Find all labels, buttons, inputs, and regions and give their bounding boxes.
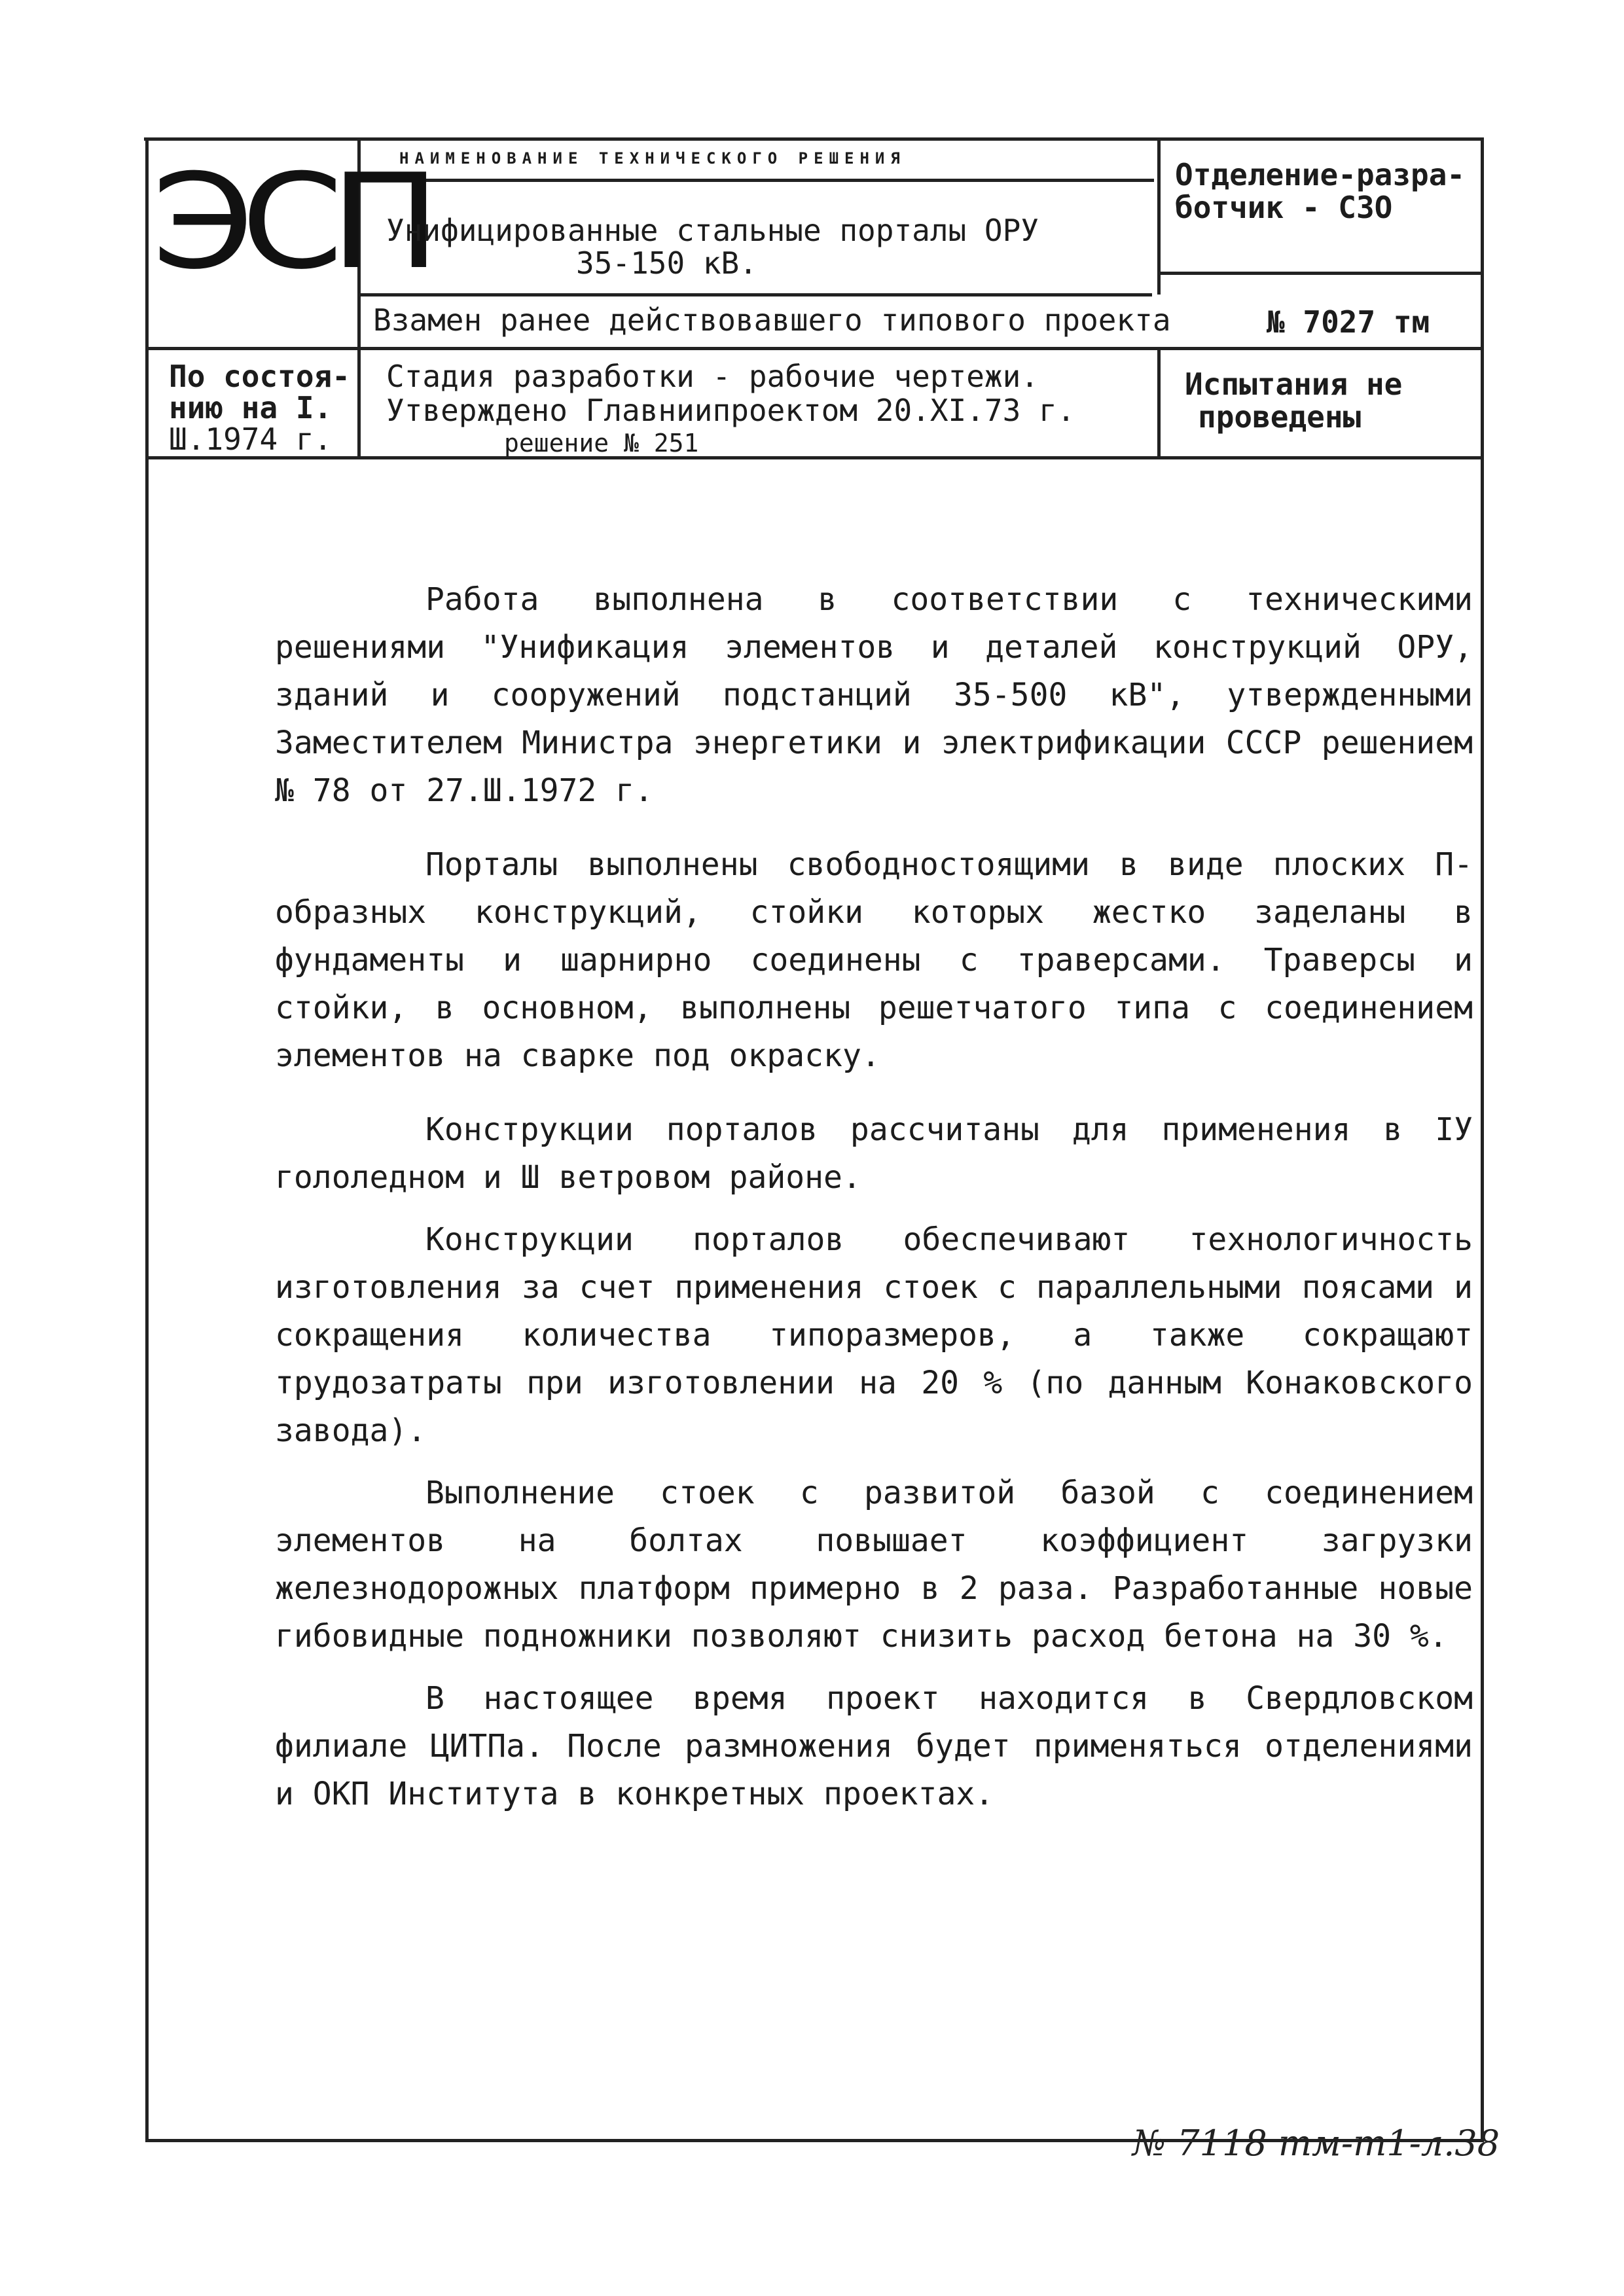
tests-left-rule <box>1157 347 1161 458</box>
replaces-bottom-rule <box>147 347 1483 350</box>
developer-line-2: ботчик - СЗО <box>1175 190 1393 225</box>
project-number: № 7027 тм <box>1267 304 1430 340</box>
organization-logo: ЭСП <box>152 146 427 298</box>
frame-left-rule <box>145 137 149 2140</box>
status-line-2: нию на I. <box>169 390 333 425</box>
title-line-1: Унифицированные стальные порталы ОРУ <box>386 213 1039 248</box>
paragraph-4: Конструкции порталов обеспечивают технологичность изготовления за счет применения стоек с параллельными поясами и сокращения количества типоразмеров, а также сокращают трудозатраты при изготовлении на 20 % (по данным Конаковского завода). <box>275 1221 1473 1449</box>
title-right-rule <box>1157 137 1161 295</box>
name-caption: НАИМЕНОВАНИЕ ТЕХНИЧЕСКОГО РЕШЕНИЯ <box>399 149 906 168</box>
developer-bottom-rule <box>1159 272 1483 275</box>
body-text <box>275 576 1473 1844</box>
paragraph-2: Порталы выполнены свободностоящими в виде плоских П-образных конструкций, стойки которых жестко заделаны в фундаменты и шарнирно соединены с траверсами. Траверсы и стойки, в основном, выполнены решетчатого типа с соединением элементов на сварке под окраску. <box>275 846 1473 1074</box>
title-bottom-rule <box>359 293 1152 296</box>
header-top-rule <box>144 137 1483 141</box>
status-line-1: По состоя- <box>169 359 350 394</box>
paragraph-5: Выполнение стоек с развитой базой с соединением элементов на болтах повышает коэффициент загрузки железнодорожных платформ примерно в 2 раза. Разработанные новые гибовидные подножники позволяют снизить расход бетона на 30 %. <box>275 1475 1473 1655</box>
paragraph-3: Конструкции порталов рассчитаны для применения в IУ гололедном и Ш ветровом районе. <box>275 1111 1473 1196</box>
stage-line-2: Утверждено Главниипроектом 20.XI.73 г. <box>386 393 1075 428</box>
document-reference-number: № 7118 тм-т1-л.38 <box>1132 2123 1500 2164</box>
status-line-3: Ш.1974 г. <box>169 422 333 457</box>
stage-line-1: Стадия разработки - рабочие чертежи. <box>386 359 1039 394</box>
developer-line-1: Отделение-разра- <box>1175 157 1466 192</box>
tests-line-2: проведены <box>1198 399 1362 435</box>
paragraph-1: Работа выполнена в соответствии с техническими решениями "Унификация элементов и деталей конструкций ОРУ, зданий и сооружений подстанций 35-500 кВ", утвержденными Заместителем Министра энергетики и электрификации СССР решением № 78 от 27.Ш.1972 г. <box>275 581 1473 809</box>
replaces-note: Взамен ранее действовавшего типового проекта <box>373 302 1171 338</box>
tests-line-1: Испытания не <box>1185 367 1403 402</box>
frame-right-rule <box>1481 137 1484 2140</box>
caption-rule <box>359 179 1154 182</box>
title-line-2: 35-150 кВ. <box>576 245 757 281</box>
paragraph-6: В настоящее время проект находится в Свердловском филиале ЦИТПа. После размножения будет применяться отделениями и ОКП Института в конкретных проектах. <box>275 1680 1473 1812</box>
stage-line-3: решение № 251 <box>504 429 699 457</box>
status-bottom-rule <box>147 456 1483 459</box>
